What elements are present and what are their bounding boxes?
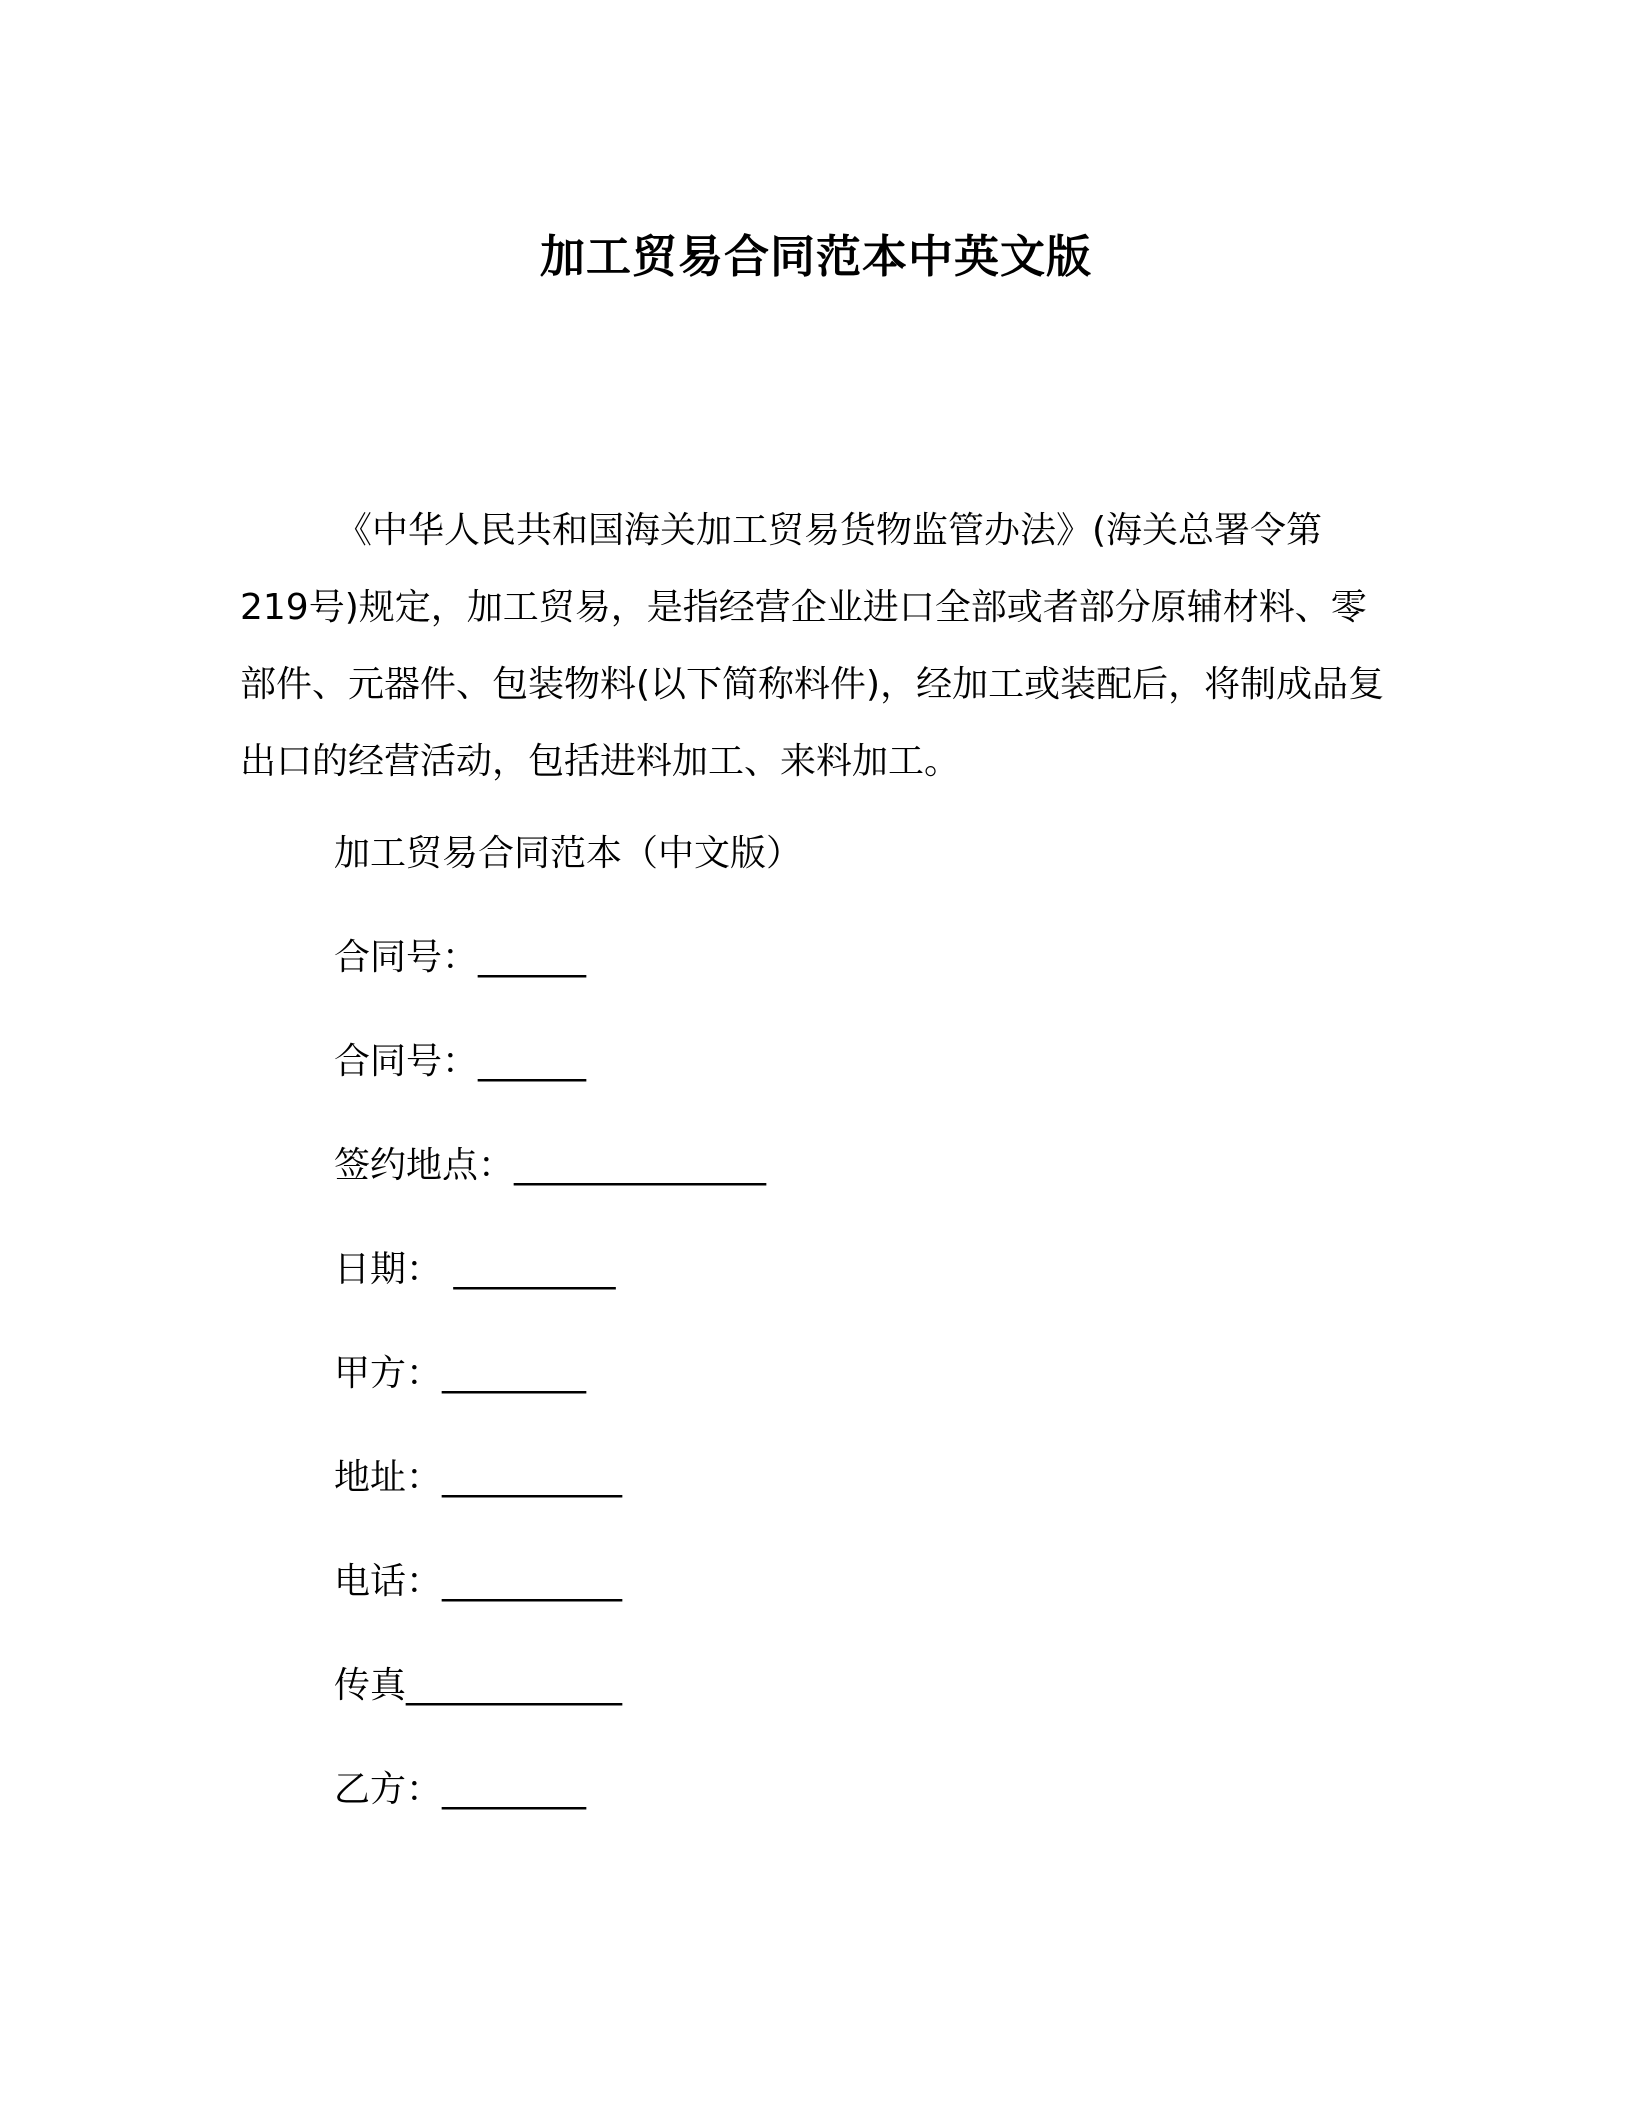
intro-paragraph: 《中华人民共和国海关加工贸易货物监管办法》(海关总署令第219号)规定，加工贸易，是指经营企业进口全部或者部分原辅材料、零部件、元器件、包装物料(以下简称料件)，经加工或装配后，将制成品复出口的经营活动，包括进料加工、来料加工。 [240,510,1385,782]
phone-field: 电话：__________ [334,1561,623,1602]
contract-number-field: 合同号：______ [334,937,587,978]
contract-number-field-repeat: 合同号：______ [334,1041,587,1082]
document-title: 加工贸易合同范本中英文版 [539,230,1092,283]
party-b-field: 乙方：________ [334,1769,587,1810]
section-subtitle: 加工贸易合同范本（中文版） [334,833,803,874]
party-a-field: 甲方：________ [334,1353,587,1394]
address-field: 地址：__________ [334,1457,623,1498]
fax-field: 传真____________ [334,1665,623,1706]
signing-place-field: 签约地点：______________ [334,1145,767,1186]
date-field: 日期： _________ [334,1249,616,1290]
